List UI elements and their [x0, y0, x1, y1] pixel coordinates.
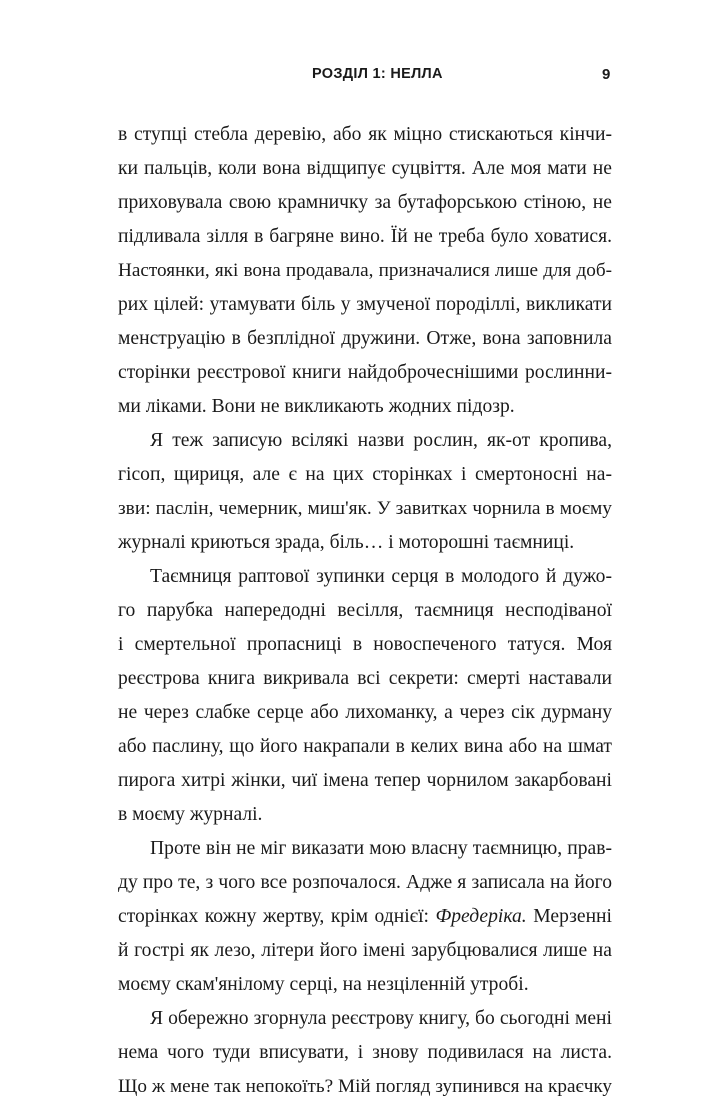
text-line: пирога хитрі жінки, чиї імена тепер чорнилом закарбовані: [118, 770, 612, 791]
text-line: зви: паслін, чемерник, миш'як. У завитках чорнила в моєму: [118, 498, 612, 519]
text-run: Мерзенні: [526, 906, 612, 927]
text-line: або паслину, що його накрапали в келих вина або на шмат: [118, 736, 612, 757]
text-line: в моєму журналі.: [118, 804, 263, 825]
chapter-title: РОЗДІЛ 1: НЕЛЛА: [312, 66, 443, 82]
text-line: підливала зілля в багряне вино. Їй не треба було ховатися.: [118, 226, 612, 247]
text-line: й гострі як лезо, літери його імені зарубцювалися лише на: [118, 940, 612, 961]
running-header: [0, 66, 728, 90]
text-line: Що ж мене так непокоїть? Мій погляд зупинився на краєчку: [118, 1076, 612, 1097]
italic-name: Фредеріка.: [435, 906, 527, 927]
text-line: [118, 900, 612, 934]
text-line: ки пальців, коли вона відщипує суцвіття. Але моя мати не: [118, 158, 612, 179]
text-line: менструацію в безплідної дружини. Отже, вона заповнила: [118, 328, 612, 349]
text-line: Я обережно згорнула реєстрову книгу, бо сьогодні мені: [150, 1008, 612, 1029]
text-line: Настоянки, які вона продавала, призначалися лише для доб-: [118, 260, 612, 281]
text-line: нема чого туди вписувати, і знову подивилася на листа.: [118, 1042, 612, 1063]
text-line: ду про те, з чого все розпочалося. Адже я записала на його: [118, 872, 612, 893]
text-line: сторінки реєстрової книги найдоброчеснішими рослинни-: [118, 362, 612, 383]
text-line: гісоп, щириця, але є на цих сторінках і смертоносні на-: [118, 464, 612, 485]
text-line: журналі криються зрада, біль… і моторошні таємниці.: [118, 532, 575, 553]
text-line: рих цілей: утамувати біль у змученої породіллі, викликати: [118, 294, 612, 315]
page-number: 9: [602, 66, 611, 83]
text-line: приховувала свою крамничку за бутафорською стіною, не: [118, 192, 612, 213]
text-line: в ступці стебла деревію, або як міцно стискаються кінчи-: [118, 124, 612, 145]
text-line: Таємниця раптової зупинки серця в молодого й дужо-: [150, 566, 612, 587]
text-line: реєстрова книга викривала всі секрети: смерті наставали: [118, 668, 612, 689]
text-line: Проте він не міг виказати мою власну таємницю, прав-: [150, 838, 612, 859]
text-line: го парубка напередодні весілля, таємниця несподіваної: [118, 600, 612, 621]
text-line: моєму скам'янілому серці, на незціленній утробі.: [118, 974, 529, 995]
text-line: Я теж записую всілякі назви рослин, як-от кропива,: [150, 430, 612, 451]
text-line: не через слабке серце або лихоманку, а через сік дурману: [118, 702, 612, 723]
text-line: і смертельної пропасниці в новоспеченого татуся. Моя: [118, 634, 612, 655]
text-run: сторінках кожну жертву, крім однієї:: [118, 906, 436, 927]
text-line: ми ліками. Вони не викликають жодних підозр.: [118, 396, 515, 417]
